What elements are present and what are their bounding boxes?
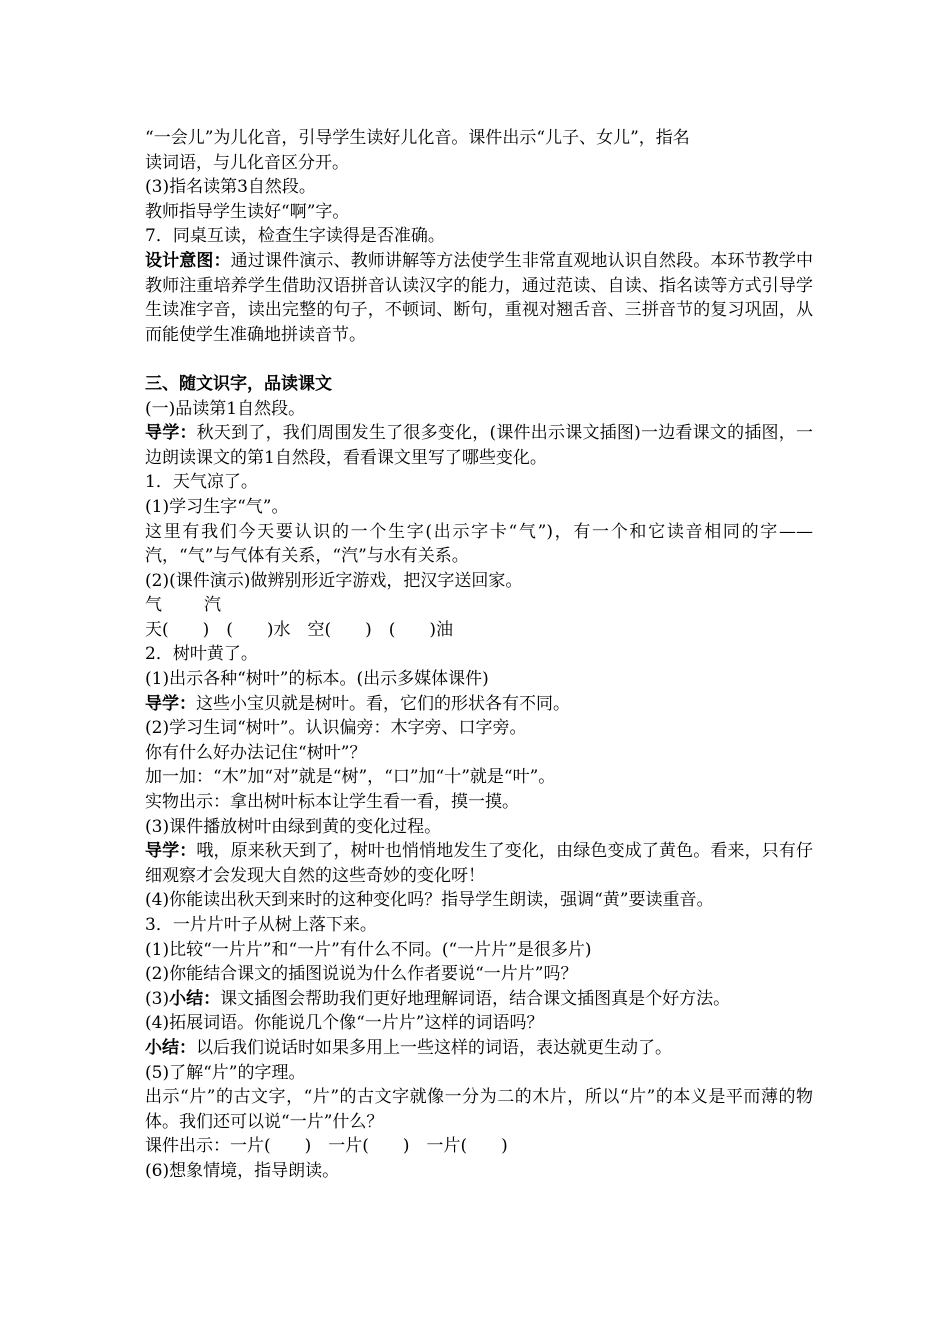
- guide-label: 导学：: [145, 841, 197, 862]
- item-number: (3): [145, 988, 170, 1009]
- spacer: [145, 347, 813, 372]
- paragraph-line: 1．天气凉了。: [145, 472, 258, 493]
- summary-label: 小结：: [145, 1037, 196, 1058]
- design-intent-label: 设计意图：: [145, 250, 231, 271]
- guide-paragraph: [145, 421, 813, 470]
- summary-label: 小结：: [169, 988, 221, 1009]
- paragraph-line: 读词语，与儿化音区分开。: [145, 152, 349, 173]
- section-heading: 三、随文识字，品读课文: [145, 373, 332, 394]
- paragraph-line: (3)课件播放树叶由绿到黄的变化过程。: [145, 816, 442, 837]
- paragraph-line: (6)想象情境，指导朗读。: [145, 1160, 340, 1181]
- paragraph-line: (2)你能结合课文的插图说说为什么作者要说“一片片”吗？: [145, 964, 578, 985]
- design-intent-paragraph: [145, 249, 813, 347]
- summary-text: 课文插图会帮助我们更好地理解词语，结合课文插图真是个好方法。: [220, 988, 731, 1009]
- subsection-title: (一)品读第1自然段。: [145, 398, 306, 419]
- paragraph-line: (4)拓展词语。你能说几个像“一片片”这样的词语吗？: [145, 1013, 544, 1034]
- paragraph-line: (1)出示各种“树叶”的标本。(出示多媒体课件): [145, 669, 489, 690]
- paragraph-line: 教师指导学生读好“啊”字。: [145, 201, 350, 222]
- paragraph-line: (3)指名读第3自然段。: [145, 177, 316, 198]
- paragraph-line: 实物出示：拿出树叶标本让学生看一看，摸一摸。: [145, 792, 519, 813]
- char-row: [145, 593, 813, 618]
- paragraph-line: (1)学习生字“气”。: [145, 496, 289, 517]
- guide-label: 导学：: [145, 693, 196, 714]
- summary-paragraph: [145, 987, 813, 1012]
- paragraph-line: 出示“片”的古文字，“片”的古文字就像一分为二的木片，所以“片”的本义是平而薄的物体。我们还可以说“一片”什么？: [145, 1087, 813, 1132]
- paragraph-line: 课件出示：一片( ) 一片( ) 一片( ): [145, 1136, 508, 1157]
- paragraph-line: (2)(课件演示)做辨别形近字游戏，把汉字送回家。: [145, 570, 523, 591]
- design-intent-text: 通过课件演示、教师讲解等方法使学生非常直观地认识自然段。本环节教学中教师注重培养学生借助汉语拼音认读汉字的能力，通过范读、自读、指名读等方式引导学生读准字音，读出完整的句子，不顿词、断句，重视对翘舌音、三拼音节的复习巩固，从而能使学生准确地拼读音节。: [145, 250, 814, 345]
- paragraph-line: “一会儿”为儿化音，引导学生读好儿化音。课件出示“儿子、女儿”，指名: [145, 128, 690, 148]
- paragraph-line: (4)你能读出秋天到来时的这种变化吗？指导学生朗读，强调“黄”要读重音。: [145, 890, 714, 911]
- guide-text: 哦，原来秋天到了，树叶也悄悄地发生了变化，由绿色变成了黄色。看来，只有仔细观察才会发现大自然的这些奇妙的变化呀！: [145, 841, 814, 886]
- guide-paragraph: [145, 839, 813, 888]
- guide-text: 秋天到了，我们周围发生了很多变化，(课件出示课文插图)一边看课文的插图，一边朗读课文的第1自然段，看看课文里写了哪些变化。: [145, 423, 813, 468]
- game-line: 天( ) ( )水 空( ) ( )油: [145, 619, 454, 640]
- char-qi2: 汽: [204, 595, 221, 616]
- paragraph-line: 7．同桌互读，检查生字读得是否准确。: [145, 226, 445, 247]
- paragraph-line: (2)学习生词“树叶”。认识偏旁：木字旁、口字旁。: [145, 718, 527, 739]
- paragraph-line: 你有什么好办法记住“树叶”？: [145, 742, 367, 763]
- paragraph-line: (5)了解“片”的字理。: [145, 1062, 306, 1083]
- paragraph-line: 3．一片片叶子从树上落下来。: [145, 915, 377, 935]
- char-qi: 气: [145, 595, 162, 616]
- paragraph-line: (1)比较“一片片”和“一片”有什么不同。(“一片片”是很多片): [145, 939, 592, 960]
- guide-paragraph: [145, 692, 813, 717]
- paragraph-line: 加一加：“木”加“对”就是“树”，“口”加“十”就是“叶”。: [145, 767, 556, 788]
- paragraph-line: 2．树叶黄了。: [145, 644, 258, 665]
- summary-paragraph: [145, 1036, 813, 1061]
- guide-label: 导学：: [145, 423, 197, 444]
- paragraph-line: 这里有我们今天要认识的一个生字(出示字卡“气”)，有一个和它读音相同的字——汽，“气”与气体有关系，“汽”与水有关系。: [145, 521, 813, 567]
- document-page: [145, 126, 813, 1184]
- summary-text: 以后我们说话时如果多用上一些这样的词语，表达就更生动了。: [196, 1037, 672, 1058]
- guide-text: 这些小宝贝就是树叶。看，它们的形状各有不同。: [196, 693, 570, 714]
